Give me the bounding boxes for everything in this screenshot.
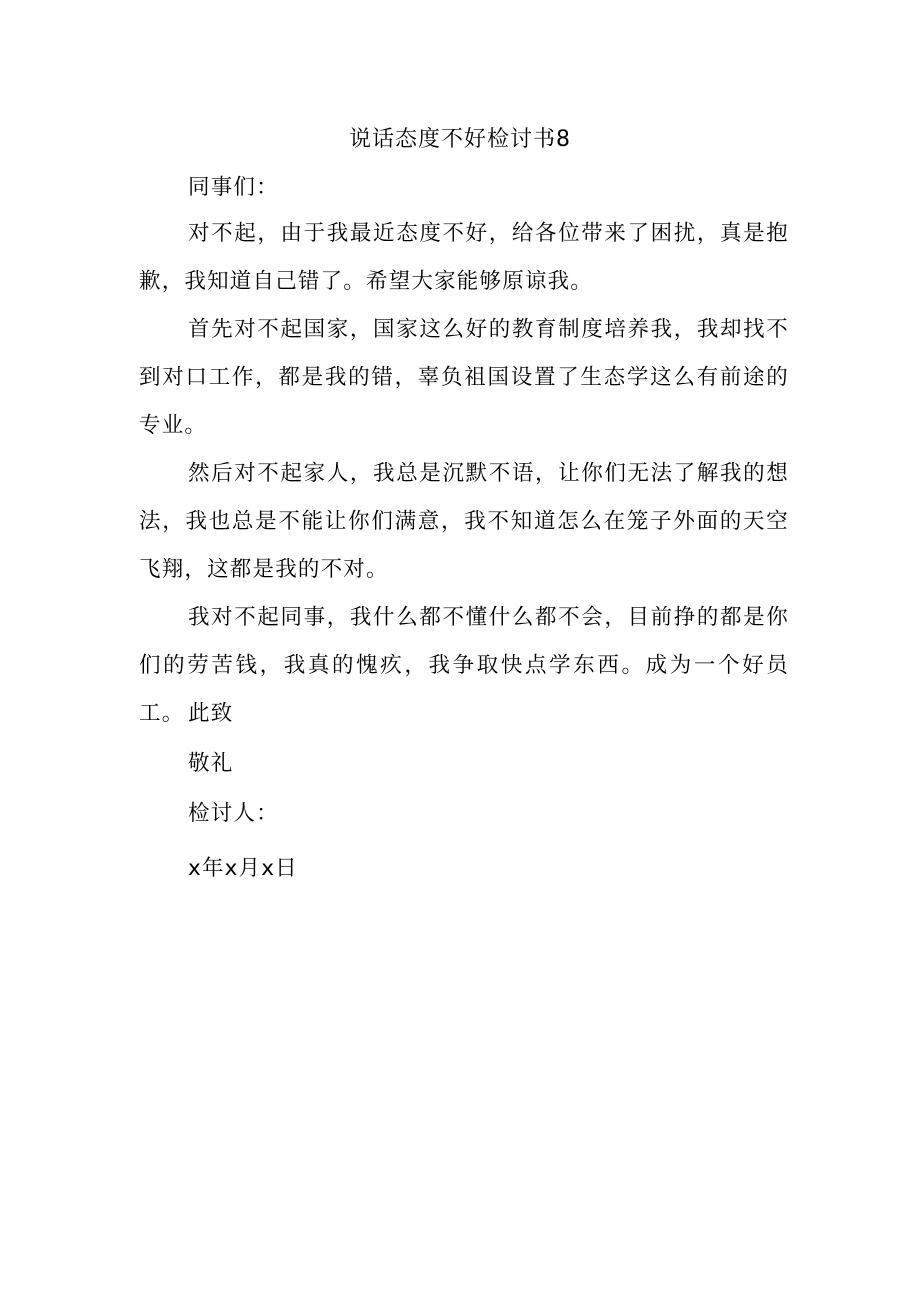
salutation: 同事们： <box>188 175 279 200</box>
paragraph-2: 首先对不起国家，国家这么好的教育制度培养我，我却找不到对口工作，都是我的错，辜负祖国设置了生态学这么有前途的专业。 <box>139 317 789 438</box>
paragraph-3: 然后对不起家人，我总是沉默不语，让你们无法了解我的想法，我也总是不能让你们满意，我不知道怎么在笼子外面的天空飞翔，这都是我的不对。 <box>139 461 789 582</box>
closing-salutation: 此致 <box>188 701 234 726</box>
date-line: x年x月x日 <box>188 856 298 881</box>
document-title: 说话态度不好检讨书8 <box>349 127 571 152</box>
paragraph-1: 对不起，由于我最近态度不好，给各位带来了困扰，真是抱歉，我知道自己错了。希望大家能够原谅我。 <box>139 221 789 294</box>
signer-label: 检讨人： <box>188 801 279 826</box>
paragraph-4: 我对不起同事，我什么都不懂什么都不会，目前挣的都是你们的劳苦钱，我真的愧疚，我争取快点学东西。成为一个好员工。 <box>139 605 789 726</box>
closing-regards: 敬礼 <box>188 751 234 776</box>
